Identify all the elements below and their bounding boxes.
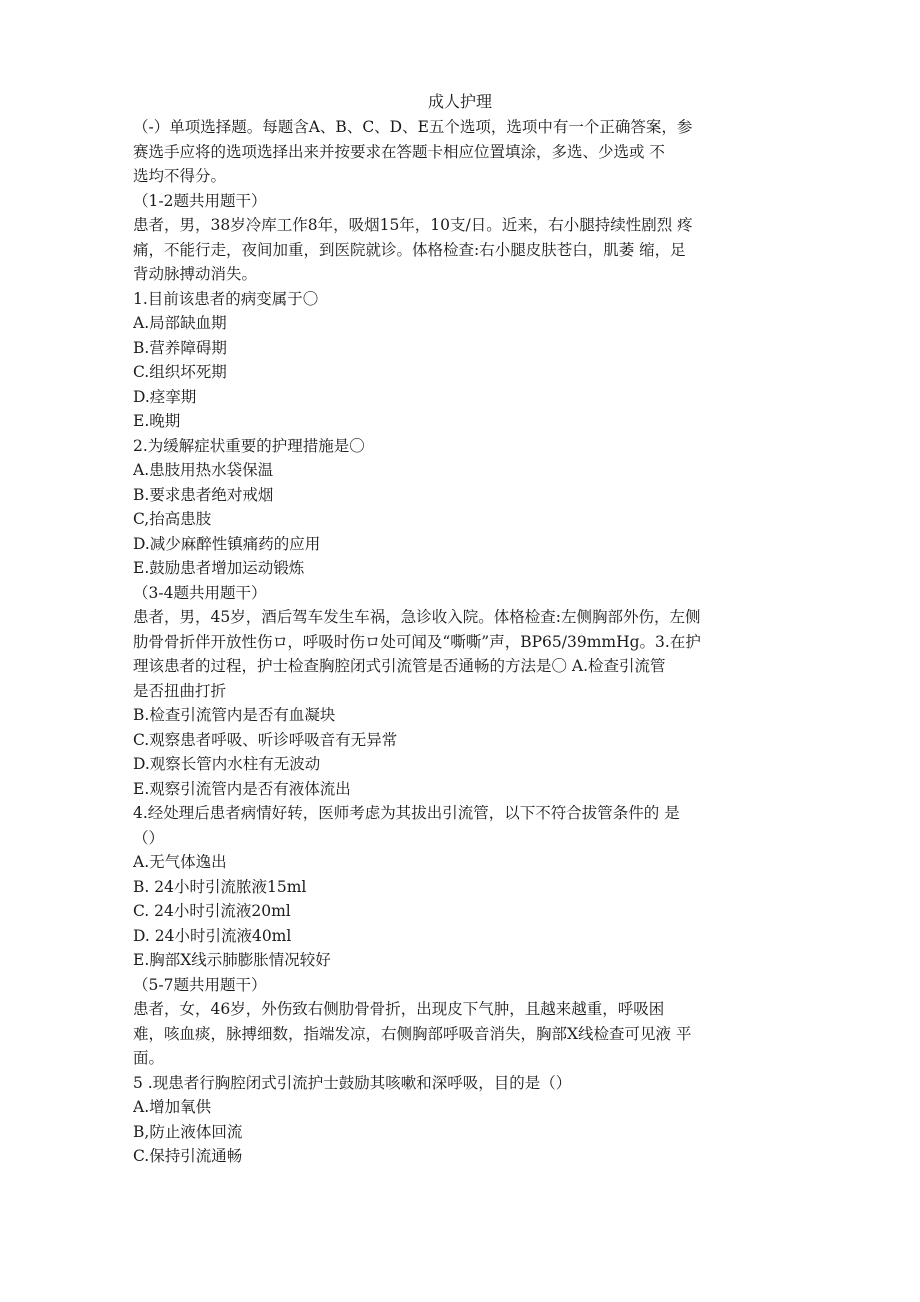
option-line: B,防止液体回流 [133, 1122, 243, 1141]
option-line: A.局部缺血期 [133, 314, 227, 332]
option-line: E.胸部X线示肺膨胀情况较好 [133, 951, 331, 969]
option-line: B.检查引流管内是否有血凝块 [133, 706, 336, 724]
group-heading: （1-2题共用题干） [133, 191, 267, 210]
question-line: （） [133, 828, 165, 847]
question-line: 1.目前该患者的病变属于〇 [133, 289, 319, 308]
case-stem-line: 面。 [133, 1049, 165, 1067]
group-heading: （3-4题共用题干） [133, 583, 267, 602]
question-line: 4.经处理后患者病情好转，医师考虑为其拔出引流管，以下不符合拔管条件的 是 [133, 804, 680, 822]
option-line: E.晚期 [133, 412, 181, 430]
option-line: E.观察引流管内是否有液体流出 [133, 779, 351, 798]
option-line: C,抬高患肢 [133, 510, 212, 528]
option-line: D.观察长管内水柱有无波动 [133, 755, 321, 773]
case-stem-line: 患者，男，45岁，酒后驾车发生车祸，急诊收入院。体格检查:左侧胸部外伤，左侧 [133, 608, 701, 626]
document-title: 成人护理 [427, 92, 492, 111]
question-line: 2.为缓解症状重要的护理措施是〇 [133, 436, 365, 455]
case-stem-line: 痛，不能行走，夜间加重，到医院就诊。体格检查:右小腿皮肤苍白，肌萎 缩，足 [133, 240, 686, 259]
case-stem-line: 患者，男，38岁冷库工作8年，吸烟15年，10支/日。近来，右小腿持续性剧烈 疼 [133, 216, 693, 234]
option-line: A.无气体逸出 [133, 853, 227, 871]
instruction-line: 赛选手应将的选项选择出来并按要求在答题卡相应位置填涂，多选、少选或 不 [133, 142, 665, 161]
option-line: A.患肢用热水袋保温 [133, 461, 274, 479]
option-line: B.要求患者绝对戒烟 [133, 485, 274, 504]
case-stem-line: 理该患者的过程，护士检查胸腔闭式引流管是否通畅的方法是〇 A.检查引流管 [133, 657, 666, 675]
option-line: C.保持引流通畅 [133, 1147, 243, 1165]
option-line: 是否扭曲打折 [133, 681, 227, 700]
group-heading: （5-7题共用题干） [133, 975, 267, 994]
option-line: C.观察患者呼吸、听诊呼吸音有无异常 [133, 730, 398, 749]
option-line: C.组织坏死期 [133, 363, 227, 381]
case-stem-line: 背动脉搏动消失。 [133, 265, 258, 283]
case-stem-line: 患者，女，46岁，外伤致右侧肋骨骨折，出现皮下气肿，且越来越重，呼吸困 [133, 1000, 665, 1018]
option-line: B. 24小时引流脓液15ml [133, 877, 307, 896]
document-body [133, 115, 783, 1169]
option-line: A.增加氧供 [133, 1098, 212, 1116]
case-stem-line: 难，咳血痰，脉搏细数，指端发凉，右侧胸部呼吸音消失，胸部X线检查可见液 平 [133, 1024, 692, 1043]
instruction-line: 选均不得分。 [133, 167, 227, 185]
option-line: C. 24小时引流液20ml [133, 902, 291, 920]
option-line: D.减少麻醉性镇痛药的应用 [133, 534, 321, 553]
case-stem-line: 肋骨骨折伴开放性伤ロ，呼吸时伤ロ处可闻及“嘶嘶”声，BP65/39mmHg。3.在护 [133, 632, 701, 651]
question-line: 5 .现患者行胸腔闭式引流护士鼓励其咳嗽和深呼吸，目的是（） [133, 1073, 572, 1092]
instruction-line: （-）单项选择题。每题含A、B、C、D、E五个选项，选项中有一个正确答案，参 [133, 118, 693, 136]
option-line: B.营养障碍期 [133, 338, 227, 357]
option-line: D. 24小时引流液40ml [133, 926, 292, 945]
option-line: D.痉挛期 [133, 387, 197, 406]
option-line: E.鼓励患者增加运动锻炼 [133, 559, 305, 577]
